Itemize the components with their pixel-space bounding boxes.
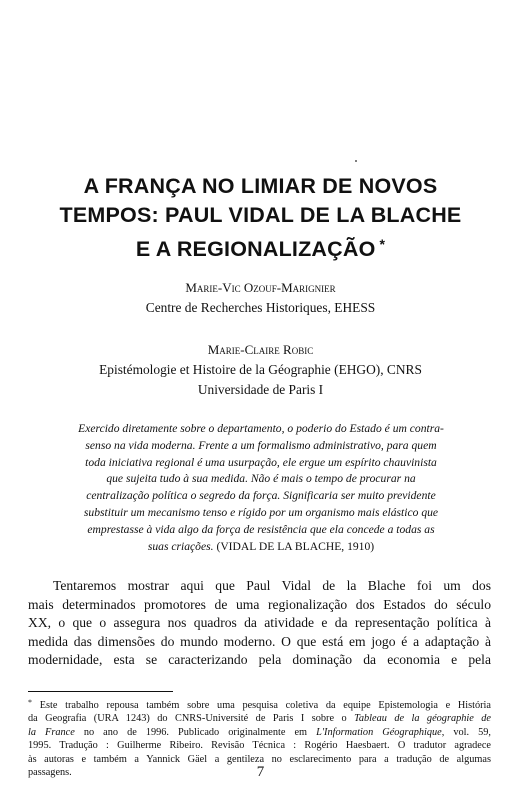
article-title bbox=[30, 172, 491, 264]
author-institution: Epistémologie et Histoire de la Géographie (EHGO), CNRS bbox=[99, 362, 422, 377]
body-line: Tentaremos mostrar aqui que Paul Vidal de la Blache foi um dos bbox=[53, 578, 491, 593]
epigraph-line bbox=[48, 539, 474, 556]
footnote-marker: * bbox=[28, 698, 32, 707]
body-paragraph bbox=[28, 577, 491, 670]
title-line-text: E A REGIONALIZAÇÃO bbox=[135, 237, 376, 261]
author-name: Marie-Claire Robic bbox=[207, 342, 314, 357]
footnote-book-title: Tableau de la géographie de bbox=[354, 713, 491, 725]
author-institution: Centre de Recherches Historiques, EHESS bbox=[145, 300, 376, 315]
epigraph-line: substituir um mecanismo tenso e rígido por um organismo mais elástico que bbox=[83, 505, 439, 519]
epigraph-line: centralização política o segredo da força. Significaria ser muito previdente bbox=[86, 489, 436, 503]
body-line: XX, o que o assegura nos quadros da atividade e da representação política à bbox=[28, 615, 491, 630]
footnote-book-title: la France bbox=[28, 726, 75, 738]
epigraph-line: senso na vida moderna. Frente a um formalismo administrativo, para quem bbox=[85, 438, 437, 452]
epigraph-line: Exercido diretamente sobre o departamento, o poderio do Estado é um contra- bbox=[78, 422, 444, 435]
footnote-journal-title: L'Information Géographique bbox=[316, 726, 442, 738]
title-line: TEMPOS: PAUL VIDAL DE LA BLACHE bbox=[59, 203, 462, 227]
author-block bbox=[30, 340, 491, 400]
footnote-divider bbox=[28, 691, 173, 692]
body-line: modernidade, esta se caracterizando pela dominação da economia e pela bbox=[28, 652, 491, 667]
footnote-text: Este trabalho repousa também sobre uma pesquisa coletiva da equipe Epistemologia e História bbox=[39, 700, 491, 711]
footnote-line: 1995. Tradução : Guilherme Ribeiro. Revisão Técnica : Rogério Haesbaert. O tradutor agradece bbox=[28, 740, 491, 752]
epigraph-citation: (VIDAL DE LA BLACHE, 1910) bbox=[216, 539, 375, 553]
footnote-line: às autoras e também a Yannick Gäel a gentileza no esclarecimento para a tradução de algumas bbox=[28, 753, 491, 765]
scan-speck bbox=[355, 160, 357, 162]
epigraph-line: toda iniciativa regional é uma usurpação, ele ergue um espírito chauvinista bbox=[85, 455, 437, 469]
title-footnote-marker[interactable]: * bbox=[379, 236, 386, 252]
footnote-line bbox=[28, 712, 491, 725]
footnote-line: passagens. bbox=[28, 767, 72, 779]
footnote-line bbox=[28, 696, 491, 712]
epigraph-line: emprestasse à vida algo da força de resistência que ela concede a todas as bbox=[87, 522, 435, 536]
title-line bbox=[30, 230, 491, 264]
footnote-text: , vol. 59, bbox=[441, 726, 492, 738]
body-line: mais determinados promotores de uma regionalização dos Estados do século bbox=[28, 596, 491, 612]
footnote-line bbox=[28, 726, 491, 739]
author-institution: Universidade de Paris I bbox=[197, 382, 324, 397]
footnote-text: da Geografia (URA 1243) do CNRS-Université de Paris I sobre o bbox=[28, 713, 347, 725]
epigraph-line: que sujeita tudo à sua medida. Não é mais o tempo de procurar na bbox=[106, 472, 416, 486]
author-block bbox=[30, 278, 491, 318]
title-line: A FRANÇA NO LIMIAR DE NOVOS bbox=[83, 174, 438, 198]
body-line: medida das dimensões do mundo moderno. O que está em jogo é a adaptação à bbox=[28, 633, 491, 649]
footnote-text: no ano de 1996. Publicado originalmente em bbox=[83, 726, 308, 738]
page-number: 7 bbox=[256, 764, 265, 780]
epigraph-line-text: suas criações. bbox=[147, 539, 214, 553]
author-name: Marie-Vic Ozouf-Marignier bbox=[185, 280, 336, 295]
epigraph bbox=[48, 421, 474, 555]
